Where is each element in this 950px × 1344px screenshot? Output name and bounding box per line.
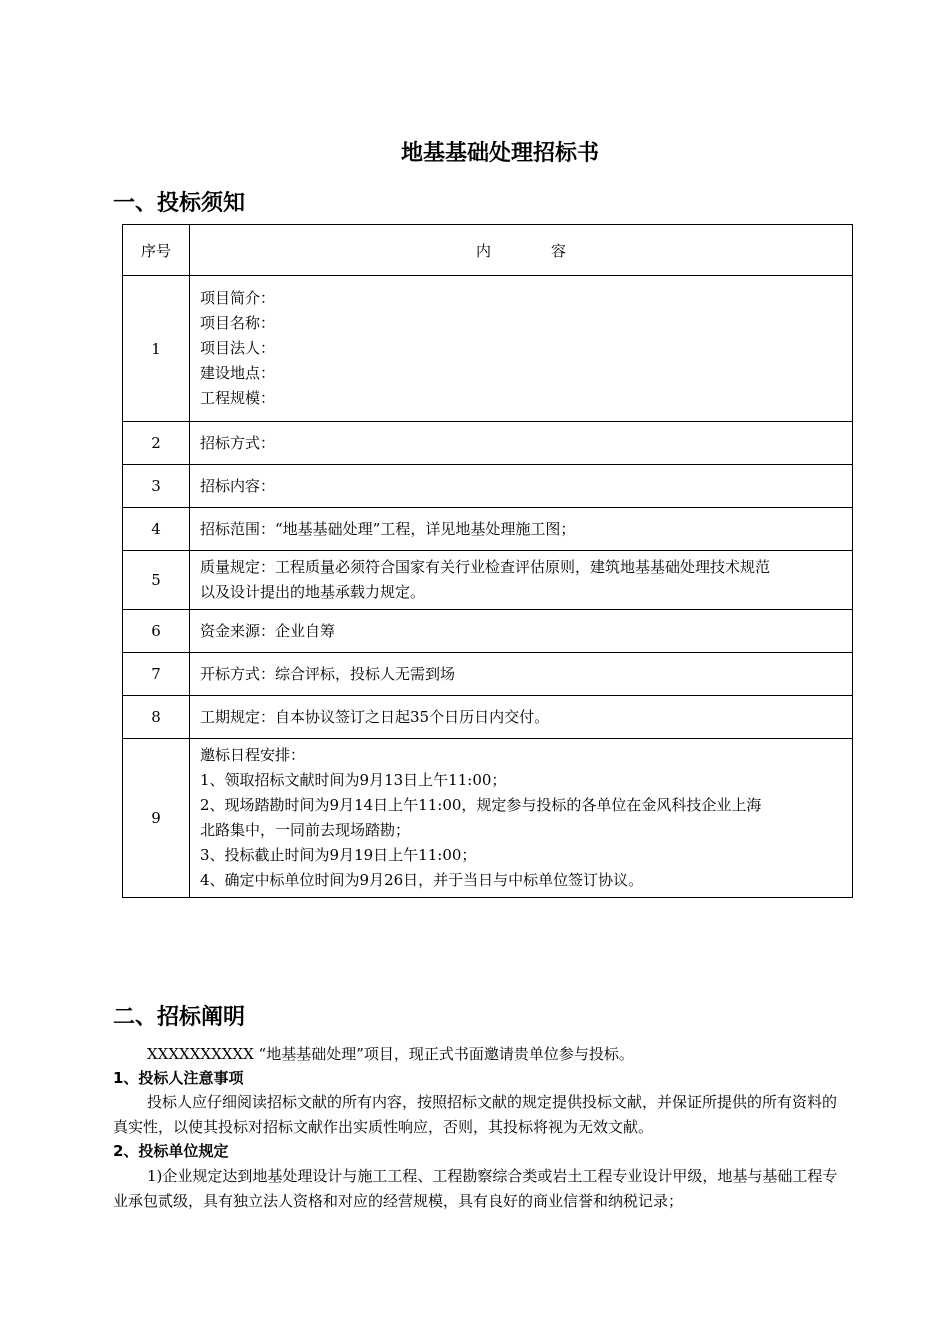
content-line: 4、确定中标单位时间为9月26日，并于当日与中标单位签订协议。 [200,871,644,889]
row-content [190,696,853,739]
content-line: 1、领取招标文献时间为9月13日上午11:00； [200,771,507,789]
row-content [190,739,853,898]
content-line: 招标方式： [200,433,276,452]
table-row [123,276,853,422]
row-content [190,465,853,508]
content-line: 招标内容： [200,476,276,495]
row-content [190,551,853,610]
row-number: 8 [123,696,190,739]
notice-table [122,224,853,898]
content-line: 开标方式：综合评标，投标人无需到场 [200,664,456,683]
content-line: 工期规定：自本协议签订之日起35个日历日内交付。 [200,707,550,726]
table-row [123,610,853,653]
content-line: 项目简介： [200,289,276,307]
header-content: 内 容 [190,225,853,276]
content-line: 项目名称： [200,314,276,332]
subsection-title-bidder-requirements: 2、投标单位规定 [113,1142,229,1160]
section-heading-notice: 一、投标须知 [113,191,246,216]
document-title: 地基基础处理招标书 [400,141,599,166]
content-line: 北路集中，一同前去现场踏勘； [200,821,411,839]
table-header-row [123,225,853,276]
row-content [190,653,853,696]
row-number: 3 [123,465,190,508]
table-row [123,653,853,696]
row-number: 2 [123,422,190,465]
row-content [190,276,853,422]
row-content [190,610,853,653]
table-row [123,739,853,898]
table-row [123,508,853,551]
content-line: 质量规定：工程质量必须符合国家有关行业检查评估原则，建筑地基基础处理技术规范 [200,558,771,576]
section-heading-explanation: 二、招标阐明 [113,1005,246,1030]
content-line: 资金来源：企业自筹 [200,621,336,640]
table-row [123,465,853,508]
content-line: 3、投标截止时间为9月19日上午11:00； [200,846,477,864]
row-content [190,422,853,465]
row-number: 9 [123,739,190,898]
table-row [123,696,853,739]
table-row [123,551,853,610]
header-num: 序号 [123,225,190,276]
row-content [190,508,853,551]
bidder-notes-paragraph: 投标人应仔细阅读招标文献的所有内容，按照招标文献的规定提供投标文献，并保证所提供的所有资料的真实性，以使其投标对招标文献作出实质性响应，否则，其投标将视为无效文献。 [113,1093,838,1136]
table-row [123,422,853,465]
content-line: 建设地点： [200,364,276,382]
row-number: 7 [123,653,190,696]
row-number: 1 [123,276,190,422]
subsection-title-bidder-notes: 1、投标人注意事项 [113,1069,244,1087]
content-line: 邀标日程安排： [200,746,306,764]
bidder-requirements-paragraph: 1)企业规定达到地基处理设计与施工工程、工程勘察综合类或岩土工程专业设计甲级，地基与基础工程专业承包贰级，具有独立法人资格和对应的经营规模，具有良好的商业信誉和纳税记录； [113,1167,838,1210]
row-number: 6 [123,610,190,653]
row-number: 4 [123,508,190,551]
intro-paragraph: XXXXXXXXXX “地基基础处理”项目，现正式书面邀请贵单位参与投标。 [147,1045,634,1063]
content-line: 2、现场踏勘时间为9月14日上午11:00，规定参与投标的各单位在金风科技企业上海 [200,796,762,814]
content-line: 工程规模： [200,389,276,407]
content-line: 项目法人： [200,339,276,357]
row-number: 5 [123,551,190,610]
content-line: 以及设计提出的地基承载力规定。 [200,583,426,601]
content-line: 招标范围：“地基基础处理”工程，详见地基处理施工图； [200,519,576,538]
